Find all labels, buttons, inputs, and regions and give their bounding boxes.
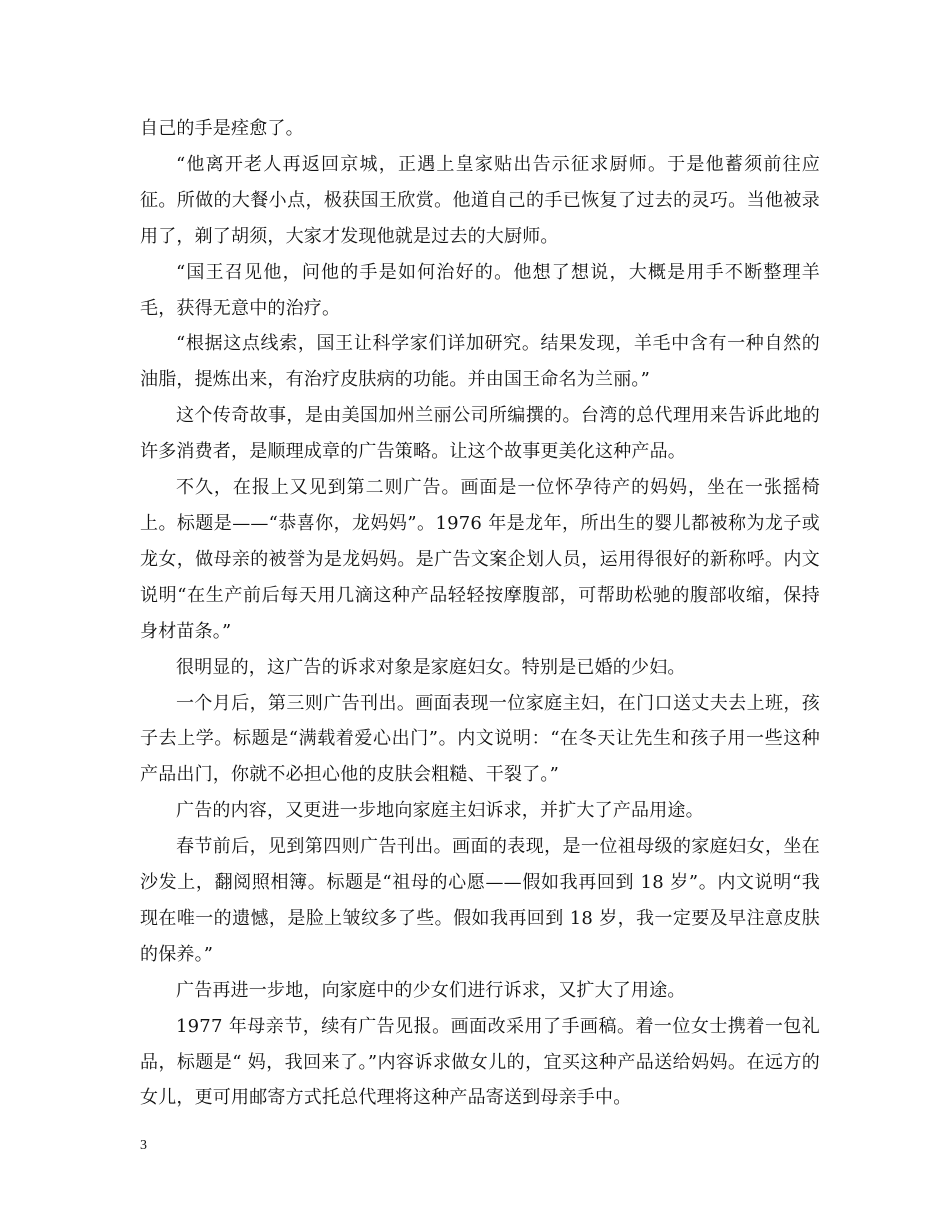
paragraph-third-ad-comment: 广告的内容，又更进一步地向家庭主妇诉求，并扩大了产品用途。: [176, 800, 704, 822]
document-body: [140, 111, 820, 1116]
paragraph-third-ad: 一个月后，第三则广告刊出。画面表现一位家庭主妇，在门口送丈夫去上班，孩子去上学。标题是“满载着爱心出门”。内文说明：“在冬天让先生和孩子用一些这种产品出门，你就不必担心他的皮肤会粗糙、干裂了。”: [140, 692, 820, 786]
paragraph-second-ad: 不久，在报上又见到第二则广告。画面是一位怀孕待产的妈妈，坐在一张摇椅上。标题是——“恭喜你，龙妈妈”。1976 年是龙年，所出生的婴儿都被称为龙子或龙女，做母亲的被誉为是龙妈妈。是广告文案企划人员，运用得很好的新称呼。内文说明“在生产前后每天用几滴这种产品轻轻按摩腹部，可帮助松驰的腹部收缩，保持身材苗条。”: [140, 477, 820, 642]
paragraph-continuation: 自己的手是痊愈了。: [140, 118, 304, 139]
paragraph-chef-returns: “他离开老人再返回京城，正遇上皇家贴出告示征求厨师。于是他蓄须前往应征。所做的大餐小点，极获国王欣赏。他道自己的手已恢复了过去的灵巧。当他被录用了，剃了胡须，大家才发现他就是过去的大厨师。: [140, 153, 820, 247]
paragraph-fourth-ad-comment: 广告再进一步地，向家庭中的少女们进行诉求，又扩大了用途。: [176, 979, 686, 1001]
paragraph-research: “根据这点线索，国王让科学家们详加研究。结果发现，羊毛中含有一种自然的油脂，提炼出来，有治疗皮肤病的功能。并由国王命名为兰丽。”: [140, 333, 820, 391]
paragraph-fourth-ad: 春节前后，见到第四则广告刊出。画面的表现，是一位祖母级的家庭妇女，坐在沙发上，翻阅照相簿。标题是“祖母的心愿——假如我再回到 18 岁”。内文说明“我现在唯一的遗憾，是脸上皱纹多了些。假如我再回到 18 岁，我一定要及早注意皮肤的保养。”: [140, 836, 820, 965]
page-number: 3: [140, 1138, 147, 1153]
paragraph-target-audience: 很明显的，这广告的诉求对象是家庭妇女。特别是已婚的少妇。: [176, 656, 686, 678]
paragraph-king-summons: “国王召见他，问他的手是如何治好的。他想了想说，大概是用手不断整理羊毛，获得无意中的治疗。: [140, 261, 820, 319]
paragraph-mothers-day-ad: 1977 年母亲节，续有广告见报。画面改采用了手画稿。着一位女士携着一包礼品，标题是“ 妈，我回来了。”内容诉求做女儿的，宜买这种产品送给妈妈。在远方的女儿，更可用邮寄方式托总代理将这种产品寄送到母亲手中。: [140, 1015, 820, 1109]
paragraph-legend-origin: 这个传奇故事，是由美国加州兰丽公司所编撰的。台湾的总代理用来告诉此地的许多消费者，是顺理成章的广告策略。让这个故事更美化这种产品。: [140, 405, 820, 463]
